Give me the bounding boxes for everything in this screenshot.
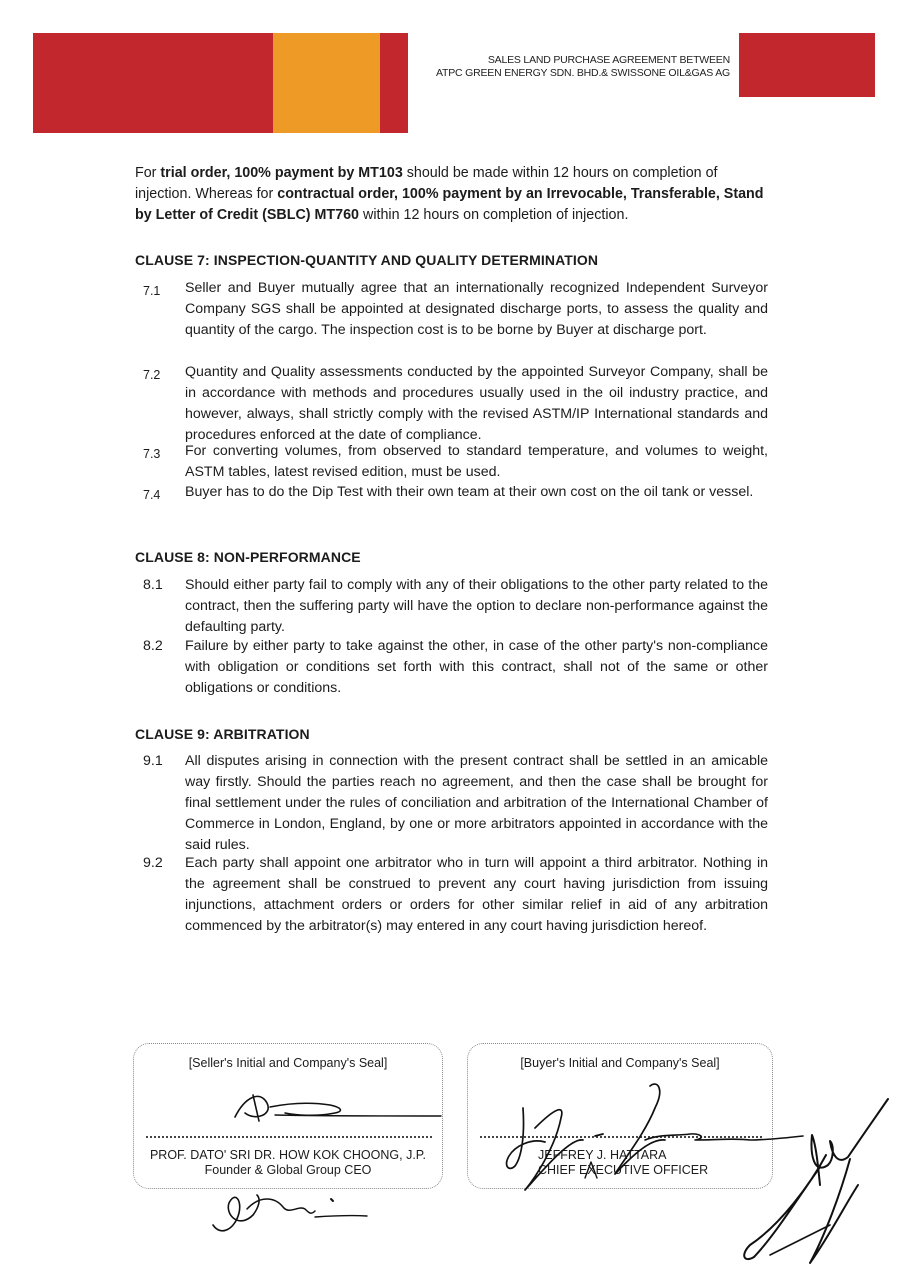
clause-item xyxy=(143,362,768,446)
clause-item xyxy=(143,853,768,937)
clause-item-text: Seller and Buyer mutually agree that an internationally recognized Independent Surveyor Company SGS shall be appointed at designated discharge ports, to assess the quality and quantity of the cargo. The inspection cost is to be borne by Buyer at discharge port. xyxy=(185,280,768,338)
clause-item xyxy=(143,278,768,341)
agreement-header-title xyxy=(410,54,730,80)
clause-item-number: 9.1 xyxy=(143,753,163,769)
clause-item-text: Should either party fail to comply with any of their obligations to the other party related to the contract, then the suffering party will have the option to declare non-performance against the defaulting party. xyxy=(185,577,768,635)
clause-item-text: Buyer has to do the Dip Test with their own team at their own cost on the oil tank or vessel. xyxy=(185,484,754,500)
seller-name: PROF. DATO' SRI DR. HOW KOK CHOONG, J.P. xyxy=(149,1148,427,1162)
intro-text-1: For xyxy=(135,165,161,181)
clause-item-number: 8.1 xyxy=(143,577,163,593)
clause-item xyxy=(143,441,768,483)
header-right-red-block xyxy=(739,33,875,97)
clause-9-title: CLAUSE 9: ARBITRATION xyxy=(135,726,310,742)
clause-item-number: 7.4 xyxy=(143,488,161,502)
clause-item xyxy=(143,751,768,856)
seller-signature-icon xyxy=(215,1085,445,1130)
clause-7-title: CLAUSE 7: INSPECTION-QUANTITY AND QUALITY DETERMINATION xyxy=(135,252,599,268)
clause-item-text: Quantity and Quality assessments conducted by the appointed Surveyor Company, shall be in accordance with methods and procedures usually used in the oil industry practice, and however, always, shall strictly comply with the revised ASTM/IP International standards and procedures enforced at the date of compliance. xyxy=(185,364,768,443)
clause-item-number: 7.3 xyxy=(143,447,161,461)
clause-item xyxy=(143,482,768,503)
clause-item-number: 7.1 xyxy=(143,284,161,298)
header-title-line1: SALES LAND PURCHASE AGREEMENT BETWEEN xyxy=(487,54,730,66)
header-red-strip xyxy=(380,33,408,133)
buyer-box-label: [Buyer's Initial and Company's Seal] xyxy=(520,1056,720,1070)
clause-item-number: 8.2 xyxy=(143,638,163,654)
header-red-band xyxy=(33,33,273,133)
clause-item-text: All disputes arising in connection with the present contract shall be settled in an amicable way firstly. Should the parties reach no agreement, and then the case shall be brought for final settlement under the rules of conciliation and arbitration of the International Chamber of Commerce in London, England, by one or more arbitrators appointed in accordance with the said rules. xyxy=(185,753,768,853)
clause-item xyxy=(143,575,768,638)
intro-text-2: should be made within 12 hours on completion of injection. Whereas for xyxy=(135,165,718,202)
clause-8-title: CLAUSE 8: NON-PERFORMANCE xyxy=(135,549,361,565)
seller-box-label: [Seller's Initial and Company's Seal] xyxy=(188,1056,388,1070)
clause-item-text: Failure by either party to take against the other, in case of the other party's non-compliance with obligation or conditions set forth with this contract, shall not of the same or other obligations or conditions. xyxy=(185,638,768,696)
buyer-name: JEFFREY J. HATTARA xyxy=(538,1148,667,1162)
intro-bold-1: trial order, 100% payment by MT103 xyxy=(160,165,403,181)
signature-line xyxy=(146,1136,432,1138)
clause-item-number: 7.2 xyxy=(143,368,161,382)
intro-text-3: within 12 hours on completion of injection. xyxy=(359,207,629,223)
header-orange-band xyxy=(273,33,380,133)
clause-item-text: For converting volumes, from observed to standard temperature, and volumes to weight, ASTM tables, latest revised edition, must be used. xyxy=(185,443,768,480)
clause-item-number: 9.2 xyxy=(143,855,163,871)
clause-item-text: Each party shall appoint one arbitrator who in turn will appoint a third arbitrator. Nothing in the agreement shall be construed to prevent any court having jurisdiction from issuing injunctions, attachment orders or orders for other similar relief in aid of any arbitration commenced by the arbitrator(s) may entered in any court having jurisdiction hereof. xyxy=(185,855,768,934)
seller-signatory xyxy=(134,1148,442,1178)
intro-bold-2: contractual order, 100% payment by an Irrevocable, Transferable, Stand by Letter of Credit (SBLC) MT760 xyxy=(135,186,764,223)
seller-initials-signature-icon xyxy=(205,1185,370,1240)
witness-signature-icon xyxy=(730,1095,895,1270)
buyer-role: CHIEF EXECUTIVE OFFICER xyxy=(538,1163,709,1177)
header-title-line2: ATPC GREEN ENERGY SDN. BHD.& SWISSONE OIL&GAS AG xyxy=(436,67,730,79)
seller-role: Founder & Global Group CEO xyxy=(204,1163,372,1177)
clause-item xyxy=(143,636,768,699)
payment-terms-paragraph xyxy=(135,163,775,226)
